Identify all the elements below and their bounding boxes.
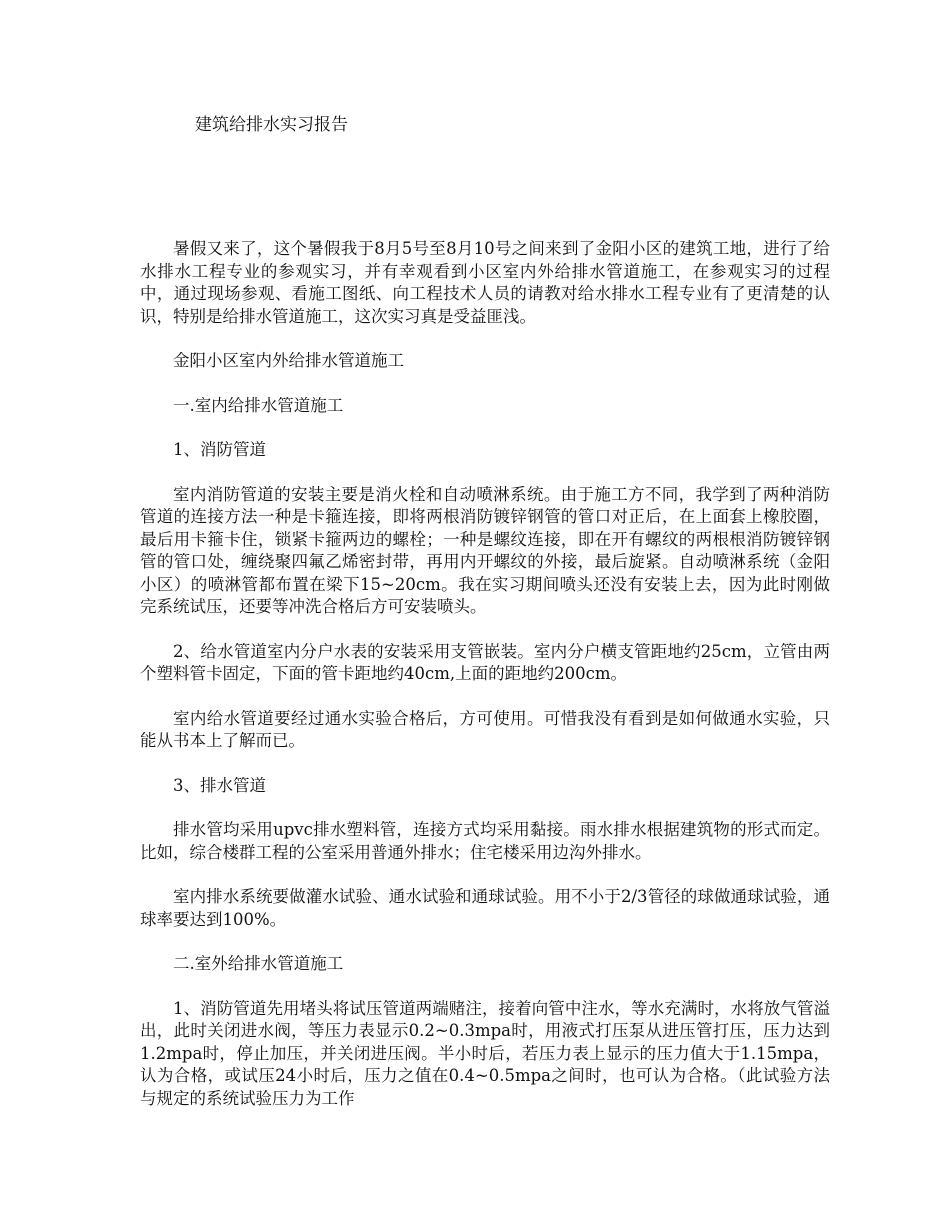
- body-paragraph: 排水管均采用upvc排水塑料管，连接方式均采用黏接。雨水排水根据建筑物的形式而定。比如，综合楼群工程的公室采用普通外排水；住宅楼采用边沟外排水。: [140, 820, 830, 862]
- body-paragraph: 室内给水管道要经过通水实验合格后，方可使用。可惜我没有看到是如何做通水实验，只能从书本上了解而已。: [140, 708, 830, 750]
- body-paragraph: 室内消防管道的安装主要是消火栓和自动喷淋系统。由于施工方不同，我学到了两种消防管道的连接方法一种是卡箍连接，即将两根消防镀锌钢管的管口对正后，在上面套上橡胶圈，最后用卡箍卡住，锁紧卡箍两边的螺栓；一种是螺纹连接，即在开有螺纹的两根根消防镀锌钢管的管口处，缠绕聚四氟乙烯密封带，再用内开螺纹的外接，最后旋紧。自动喷淋系统（金阳小区）的喷淋管都布置在梁下15~20cm。我在实习期间喷头还没有安装上去，因为此时刚做完系统试压，还要等冲洗合格后方可安装喷头。: [140, 484, 830, 616]
- body-paragraph: 1、消防管道先用堵头将试压管道两端赌注，接着向管中注水，等水充满时，水将放气管溢出，此时关闭进水阀，等压力表显示0.2~0.3mpa时，用液式打压泵从进压管打压，压力达到1.2mpa时，停止加压，并关闭进压阀。半小时后，若压力表上显示的压力值大于1.15mpa，认为合格，或试压24小时后，压力之值在0.4~0.5mpa之间时，也可认为合格。（此试验方法与规定的系统试验压力为工作: [140, 998, 830, 1108]
- section-heading: 一.室内给排水管道施工: [173, 395, 344, 415]
- document-title: 建筑给排水实习报告: [195, 115, 348, 135]
- intro-paragraph: 暑假又来了，这个暑假我于8月5号至8月10号之间来到了金阳小区的建筑工地，进行了给水排水工程专业的参观实习，并有幸观看到小区室内外给排水管道施工，在参观实习的过程中，通过现场参观、看施工图纸、向工程技术人员的请教对给水排水工程专业有了更清楚的认识，特别是给排水管道施工，这次实习真是受益匪浅。: [140, 239, 830, 326]
- body-paragraph: 室内排水系统要做灌水试验、通水试验和通球试验。用不小于2/3管径的球做通球试验，通球率要达到100%。: [140, 887, 830, 929]
- subsection-heading: 1、消防管道: [173, 440, 266, 459]
- document-body: [140, 238, 830, 1132]
- section-heading: 二.室外给排水管道施工: [173, 954, 344, 973]
- section-heading: 金阳小区室内外给排水管道施工: [173, 351, 404, 370]
- body-paragraph: 2、给水管道室内分户水表的安装采用支管嵌装。室内分户横支管距地约25cm，立管由两个塑料管卡固定，下面的管卡距地约40cm,上面的距地约200cm。: [140, 641, 830, 683]
- subsection-heading: 3、排水管道: [173, 775, 266, 795]
